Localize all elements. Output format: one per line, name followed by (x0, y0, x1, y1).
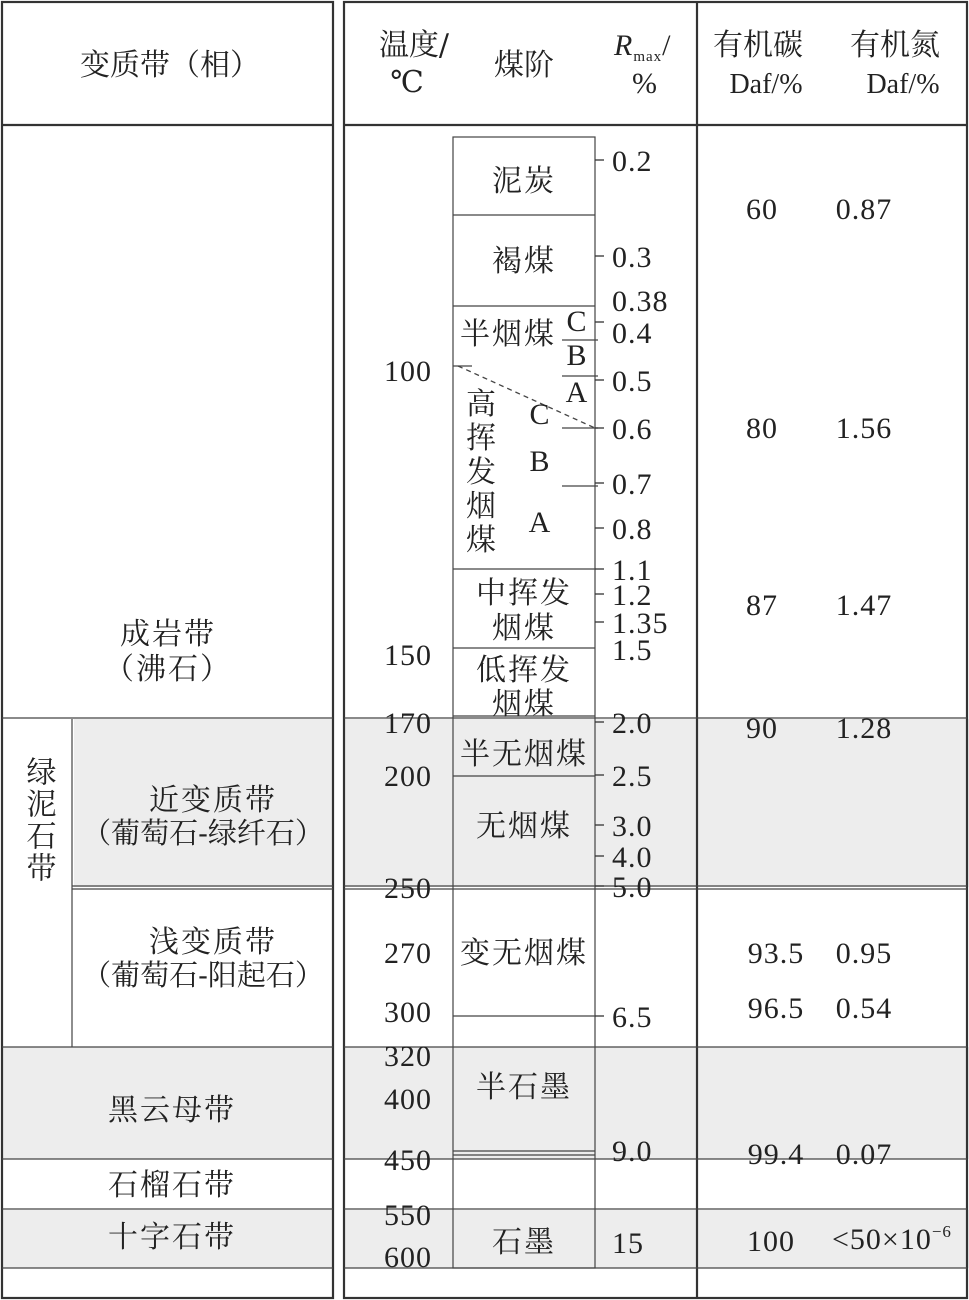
rank-lvb: 烟煤 (492, 687, 556, 722)
rmax-value: 3.0 (612, 810, 653, 843)
organic-n-value: 0.87 (835, 193, 893, 226)
zone-biotite: 黑云母带 (108, 1093, 236, 1128)
grade-label: C (566, 305, 588, 338)
zone-diagenesis: 成岩带 (120, 617, 216, 652)
grade-label: A (528, 506, 552, 539)
temp-value: 200 (384, 760, 432, 793)
rmax-value: 0.7 (612, 468, 653, 501)
rank-hvb-char: 烟 (466, 489, 498, 524)
organic-c-value: 80 (746, 412, 778, 445)
rmax-value: 2.5 (612, 760, 653, 793)
rmax-value: 0.5 (612, 365, 653, 398)
header-temperature-line2: ℃ (390, 65, 424, 100)
rank-meta-anthracite: 变无烟煤 (460, 936, 588, 971)
rmax-value: 0.38 (612, 285, 669, 318)
header-row (80, 28, 940, 100)
organic-n-value: 0.07 (835, 1138, 893, 1171)
rank-hvb-char: 煤 (466, 523, 498, 558)
rmax-value: 0.6 (612, 413, 653, 446)
organic-c-value: 60 (746, 193, 778, 226)
organic-n-value: $<50\times 10^{-6}$ (832, 1222, 952, 1256)
rank-subbituminous: 半烟煤 (460, 317, 556, 352)
rank-mvb: 中挥发 (476, 576, 572, 611)
rmax-value: 1.1 (612, 554, 653, 587)
organic-c-value: 96.5 (747, 992, 805, 1025)
rank-hvb-char: 发 (466, 455, 498, 490)
rank-hvb-char: 挥 (466, 421, 498, 456)
temp-value: 550 (384, 1199, 432, 1232)
zone-diagenesis-mineral: （沸石） (104, 652, 232, 687)
rmax-value: 6.5 (612, 1001, 653, 1034)
organic-c-value: 100 (747, 1225, 795, 1258)
rmax-value: 0.4 (612, 317, 653, 350)
organic-n-value: 1.28 (835, 712, 893, 745)
rank-graphite: 石墨 (492, 1225, 556, 1260)
rmax-value: 1.35 (612, 607, 669, 640)
zone-near-metamorphic-minerals: （葡萄石-绿纤石） (82, 816, 324, 850)
rmax-value: 0.2 (612, 145, 653, 178)
zone-shallow-metamorphic: 浅变质带 (149, 925, 277, 960)
organic-n-value: 0.95 (835, 937, 893, 970)
header-rmax-unit: % (632, 67, 658, 100)
temp-value: 170 (384, 707, 432, 740)
temp-value: 250 (384, 872, 432, 905)
header-rmax: $R_{max}/$ (614, 29, 672, 65)
rmax-value: 0.8 (612, 513, 653, 546)
rank-semigraphite: 半石墨 (476, 1070, 572, 1105)
temp-value: 270 (384, 937, 432, 970)
temp-value: 400 (384, 1083, 432, 1116)
organic-c-value: 99.4 (747, 1138, 805, 1171)
grade-label: A (565, 376, 589, 409)
rank-semianthracite: 半无烟煤 (460, 737, 588, 772)
temp-value: 320 (384, 1040, 432, 1073)
rmax-ticks (595, 160, 604, 1016)
rmax-value: 5.0 (612, 871, 653, 904)
rank-hvb-char: 高 (466, 387, 498, 422)
zone-shallow-metamorphic-minerals: （葡萄石-阳起石） (82, 958, 324, 992)
rmax-value: 1.2 (612, 579, 653, 612)
header-organic-n-line1: 有机氮 (850, 28, 940, 63)
temp-value: 100 (384, 355, 432, 388)
rank-peat: 泥炭 (492, 164, 556, 199)
organic-c-value: 93.5 (747, 937, 805, 970)
header-organic-n-line2: Daf/% (866, 69, 940, 100)
header-rank: 煤阶 (494, 48, 554, 83)
zone-garnet: 石榴石带 (108, 1168, 236, 1203)
grade-label: B (566, 339, 588, 372)
rank-mvb: 烟煤 (492, 611, 556, 646)
zone-staurolite: 十字石带 (108, 1220, 236, 1255)
temp-value: 300 (384, 996, 432, 1029)
header-organic-c-line1: 有机碳 (713, 28, 803, 63)
organic-n-value: 1.47 (835, 589, 893, 622)
organic-n-value: 0.54 (835, 992, 893, 1025)
rmax-value: 4.0 (612, 841, 653, 874)
coal-ranks (460, 164, 588, 1260)
rank-lignite: 褐煤 (492, 244, 556, 279)
temp-value: 450 (384, 1144, 432, 1177)
temp-value: 150 (384, 639, 432, 672)
rmax-value: 9.0 (612, 1135, 653, 1168)
zone-near-metamorphic: 近变质带 (149, 783, 277, 818)
grade-label: B (529, 445, 551, 478)
header-zone: 变质带（相） (80, 48, 260, 83)
rank-anthracite: 无烟煤 (476, 809, 572, 844)
rmax-value: 15 (612, 1227, 644, 1260)
header-organic-c-line2: Daf/% (729, 69, 803, 100)
temp-value: 600 (384, 1241, 432, 1274)
header-temperature-line1: 温度/ (378, 28, 450, 63)
organic-n-value: 1.56 (835, 412, 893, 445)
organic-c-value: 87 (746, 589, 778, 622)
organic-c-value: 90 (746, 712, 778, 745)
rank-lvb: 低挥发 (476, 653, 572, 688)
rmax-value: 2.0 (612, 707, 653, 740)
rmax-value: 1.5 (612, 634, 653, 667)
rmax-value: 0.3 (612, 241, 653, 274)
zone-chlorite-vertical: 绿泥石带 (20, 756, 56, 884)
grade-label: C (529, 398, 551, 431)
